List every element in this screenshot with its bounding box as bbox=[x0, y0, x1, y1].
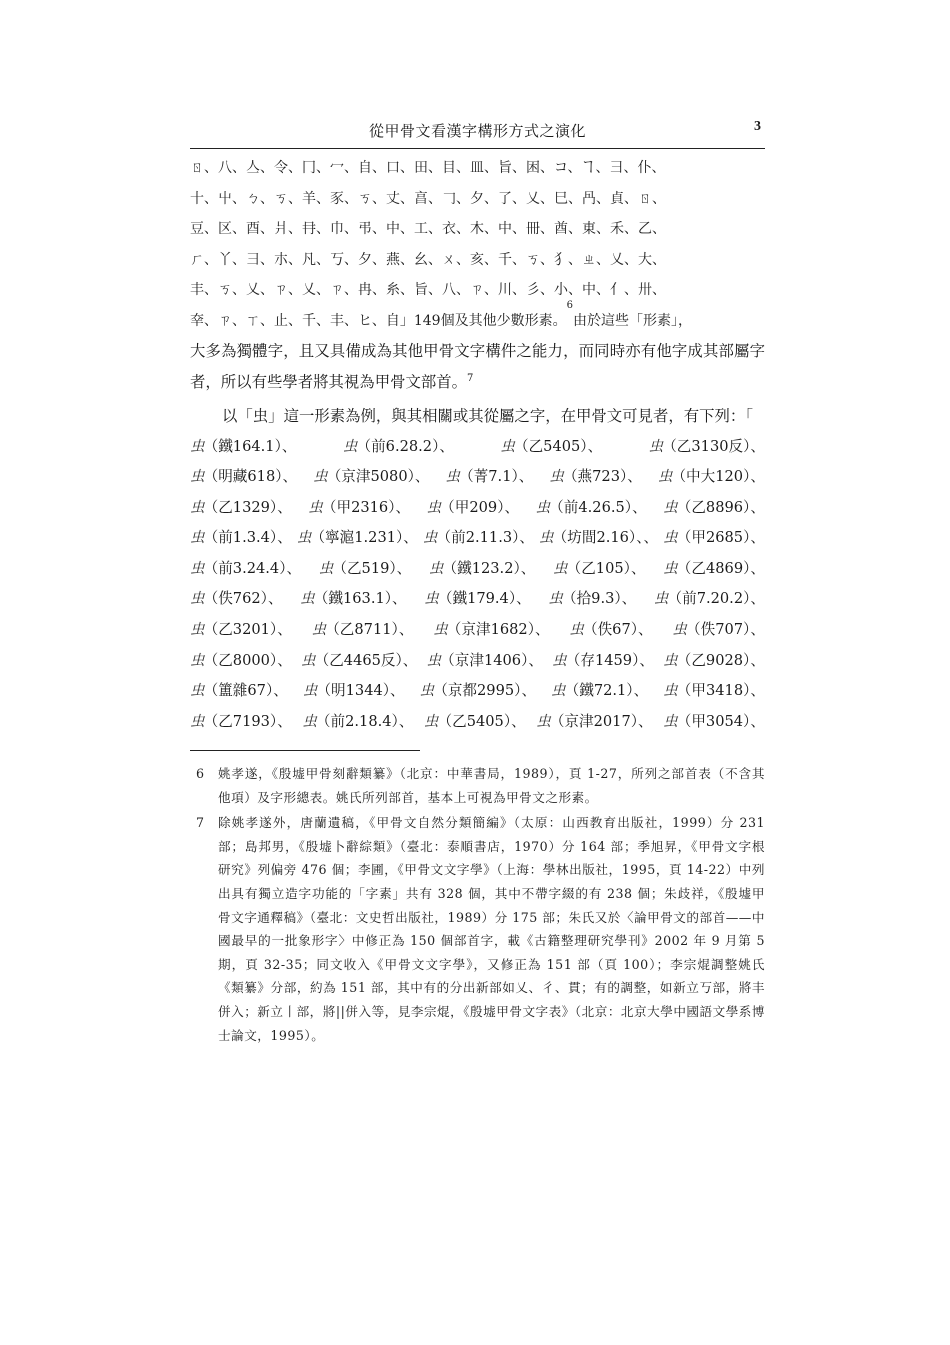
citation-source: （乙8711）、 bbox=[325, 621, 414, 639]
oracle-glyph-icon: 虫 bbox=[308, 498, 322, 516]
citation-source: （京津5080）、 bbox=[326, 468, 430, 486]
citation-source: （乙8896）、 bbox=[676, 498, 765, 516]
citation-line bbox=[190, 432, 765, 463]
footnote-7 bbox=[190, 811, 765, 1047]
citation-line bbox=[190, 462, 765, 493]
citation-item bbox=[190, 584, 283, 615]
oracle-glyph-icon: 虫 bbox=[190, 437, 204, 455]
citation-source: （京都2995）、 bbox=[433, 682, 537, 700]
citation-source: （前3.24.4）、 bbox=[203, 559, 302, 577]
citation-source: （鐵72.1）、 bbox=[564, 682, 649, 700]
citation-source: （京津2017）、 bbox=[549, 712, 653, 730]
citation-source: （乙5405）、 bbox=[437, 712, 526, 730]
citation-item bbox=[308, 493, 410, 524]
oracle-glyph-icon: 虫 bbox=[342, 437, 357, 455]
citation-item bbox=[424, 707, 526, 738]
citation-source: （甲3418）、 bbox=[676, 682, 765, 700]
citation-source: （乙4465反）、 bbox=[314, 651, 418, 669]
citation-item bbox=[536, 707, 652, 738]
citation-source: （前1.3.4）、 bbox=[203, 529, 292, 547]
footnote-number: 6 bbox=[196, 766, 205, 781]
citation-item bbox=[663, 554, 765, 585]
citation-item bbox=[552, 646, 654, 677]
running-title: 從甲骨文看漢字構形方式之演化 bbox=[368, 122, 586, 140]
citation-source: （存1459）、 bbox=[565, 651, 654, 669]
citation-item bbox=[548, 584, 636, 615]
citation-source: （菁7.1）、 bbox=[459, 468, 534, 486]
citation-source: （乙9028）、 bbox=[676, 651, 765, 669]
oracle-glyph-icon: 虫 bbox=[535, 498, 550, 516]
oracle-glyph-icon: 虫 bbox=[663, 682, 677, 700]
citation-item bbox=[297, 523, 418, 554]
footnote-ref-7: 7 bbox=[467, 372, 474, 384]
citation-line bbox=[190, 523, 765, 554]
citation-item bbox=[663, 676, 765, 707]
citation-item bbox=[569, 615, 652, 646]
citation-source: （乙5405）、 bbox=[513, 437, 603, 455]
citation-source: （簠雜67）、 bbox=[203, 682, 288, 700]
citation-source: （鐵163.1）、 bbox=[313, 590, 407, 608]
citation-source: （乙3130反）、 bbox=[662, 437, 765, 455]
citation-source: （乙105）、 bbox=[566, 559, 646, 577]
citation-item bbox=[190, 432, 296, 463]
oracle-glyph-row: ㄏ、丫、彐、朩、凡、丂、夕、燕、幺、ㄨ、亥、千、ㄎ、犭、ㄓ、乂、大、 bbox=[190, 251, 666, 268]
glyph-row-tail: 由於這些「形素」， bbox=[572, 312, 692, 329]
citation-item bbox=[190, 462, 297, 493]
oracle-glyph-icon: 虫 bbox=[548, 590, 562, 608]
citation-item bbox=[500, 432, 602, 463]
citation-source: （乙1329）、 bbox=[203, 498, 292, 516]
citation-item bbox=[649, 432, 765, 463]
citation-source: （京津1406）、 bbox=[440, 651, 543, 669]
oracle-glyph-row: 十、屮、ㄅ、ㄎ、羊、豕、ㄎ、丈、亯、𠃌、夕、了、乂、巳、冎、貞、ㄖ、 bbox=[190, 190, 666, 207]
oracle-glyph-icon: 虫 bbox=[190, 559, 204, 577]
citation-item bbox=[423, 523, 534, 554]
citation-item bbox=[553, 554, 646, 585]
citation-item bbox=[663, 707, 765, 738]
oracle-glyph-icon: 虫 bbox=[190, 682, 204, 700]
citation-item bbox=[654, 584, 765, 615]
oracle-glyph-icon: 虫 bbox=[296, 529, 311, 547]
oracle-glyph-icon: 虫 bbox=[190, 468, 204, 486]
citation-item bbox=[190, 554, 301, 585]
citation-item bbox=[313, 462, 429, 493]
citation-source: （前2.11.3）、 bbox=[436, 529, 535, 547]
oracle-glyph-icon: 虫 bbox=[426, 498, 441, 516]
citation-item bbox=[420, 676, 536, 707]
citation-source: （前7.20.2）、 bbox=[667, 590, 765, 608]
citation-item bbox=[658, 462, 765, 493]
citation-source: （乙8000）、 bbox=[203, 651, 292, 669]
oracle-glyph-icon: 虫 bbox=[190, 590, 204, 608]
oracle-glyph-row: ㄖ、八、亼、令、冂、冖、自、口、田、目、皿、旨、困、コ、ヿ、彐、仆、 bbox=[190, 160, 666, 176]
oracle-glyph-icon: 虫 bbox=[426, 651, 441, 669]
citation-source: （京津1682）、 bbox=[446, 621, 550, 639]
citation-source: （明藏618）、 bbox=[203, 468, 298, 486]
citation-source: （佚67）、 bbox=[582, 621, 653, 639]
citation-source: （坊間2.16）、、 bbox=[552, 529, 659, 547]
oracle-glyph-icon: 虫 bbox=[663, 498, 677, 516]
oracle-glyph-icon: 虫 bbox=[663, 712, 677, 730]
paragraph-1 bbox=[190, 336, 765, 397]
citation-item bbox=[429, 554, 535, 585]
citation-line bbox=[190, 615, 765, 646]
oracle-glyph-icon: 虫 bbox=[300, 651, 315, 669]
citation-source: （鐵179.4）、 bbox=[437, 590, 531, 608]
footnote-text: 除姚孝遂外，唐蘭遺稿，《甲骨文自然分類簡編》（太原：山西教育出版社，1999）分 231 部；島邦男，《殷墟卜辭綜類》（臺北：泰順書店，1970）分 164 部；季旭昇，《甲骨文字根研究》列偏旁 476 個；李圃，《甲骨文文字學》（上海：學林出版社，1995，頁 14-22）中列出具有獨立造字功能的「字素」共有 328 個，其中不帶字綴的有 238 個；朱歧祥，《殷墟甲骨文字通釋稿》（臺北：文史哲出版社，1989）分 175 部；朱氏又於〈論甲骨文的部首——中國最早的一批象形字〉中修正為 150 個部首字，載《古籍整理研究學刊》2002 年 9 月第 5 期，頁 32-35；同文收入《甲骨文文字學》，又修正為 151 部（頁 100）；李宗焜調整姚氏《類纂》分部，約為 151 部，其中有的分出新部如乂、彳、貫；有的調整，如新立丂部，將丰併入；新立丨部，將||併入等，見李宗焜，《殷墟甲骨文字表》（北京：北京大學中國語文學系博士論文，1995）。 bbox=[218, 815, 765, 1043]
oracle-glyph-icon: 虫 bbox=[190, 529, 204, 547]
oracle-glyph-icon: 虫 bbox=[190, 651, 204, 669]
citation-source: （佚762）、 bbox=[203, 590, 283, 608]
citation-source: （甲209）、 bbox=[440, 498, 520, 516]
oracle-glyph-icon: 虫 bbox=[190, 621, 204, 639]
oracle-glyph-icon: 虫 bbox=[300, 590, 314, 608]
oracle-glyph-icon: 虫 bbox=[648, 437, 663, 455]
citation-line bbox=[190, 554, 765, 585]
citation-line bbox=[190, 676, 765, 707]
citation-item bbox=[190, 493, 292, 524]
citation-item bbox=[301, 646, 417, 677]
oracle-glyph-row: 豆、区、酉、爿、冄、巾、弔、中、工、衣、木、中、冊、酋、東、禾、乙、 bbox=[190, 221, 666, 237]
oracle-glyph-icon: 虫 bbox=[313, 468, 327, 486]
citation-item bbox=[427, 493, 520, 524]
footnote-divider bbox=[190, 750, 420, 751]
citation-source: （乙519）、 bbox=[332, 559, 412, 577]
oracle-glyph-icon: 虫 bbox=[552, 651, 566, 669]
citation-source: （乙4869）、 bbox=[676, 559, 765, 577]
citation-source: （鐵164.1）、 bbox=[203, 437, 297, 455]
oracle-glyph-icon: 虫 bbox=[445, 468, 460, 486]
citation-line bbox=[190, 646, 765, 677]
oracle-glyph-icon: 虫 bbox=[428, 559, 443, 577]
oracle-glyph-icon: 虫 bbox=[653, 590, 668, 608]
citation-item bbox=[312, 615, 414, 646]
oracle-glyph-icon: 虫 bbox=[551, 682, 565, 700]
oracle-glyph-icon: 虫 bbox=[663, 651, 677, 669]
page-number: 3 bbox=[754, 119, 761, 134]
citation-item bbox=[433, 615, 549, 646]
citation-item bbox=[190, 615, 292, 646]
oracle-glyph-icon: 虫 bbox=[433, 621, 447, 639]
oracle-glyph-icon: 虫 bbox=[672, 621, 687, 639]
oracle-glyph-row: 丰、ㄎ、乂、ㄗ、乂、ㄗ、冉、糸、旨、八、ㄗ、川、彡、小、中、亻、卅、 bbox=[190, 282, 666, 298]
citation-source: （前6.28.2）、 bbox=[356, 437, 454, 455]
oracle-glyph-icon: 虫 bbox=[663, 559, 677, 577]
oracle-glyph-icon: 虫 bbox=[190, 712, 204, 730]
oracle-glyph-icon: 虫 bbox=[553, 559, 567, 577]
footnote-ref-6: 6 bbox=[566, 299, 573, 311]
citation-item bbox=[300, 584, 406, 615]
oracle-glyph-icon: 虫 bbox=[657, 468, 672, 486]
citation-line bbox=[190, 584, 765, 615]
oracle-glyph-icon: 虫 bbox=[302, 682, 317, 700]
citation-item bbox=[551, 676, 648, 707]
citation-item bbox=[663, 523, 765, 554]
glyph-row-text: 㚔、ㄗ、ㄒ、止、千、丰、ヒ、自」149個及其他少數形素。 bbox=[190, 312, 567, 329]
citation-source: （乙7193）、 bbox=[203, 712, 292, 730]
citation-item bbox=[343, 432, 454, 463]
oracle-glyph-icon: 虫 bbox=[569, 621, 583, 639]
citation-item bbox=[549, 462, 642, 493]
citation-source: （甲3054）、 bbox=[676, 712, 765, 730]
oracle-glyph-icon: 虫 bbox=[539, 529, 553, 547]
oracle-glyph-icon: 虫 bbox=[190, 498, 204, 516]
oracle-glyph-icon: 虫 bbox=[549, 468, 563, 486]
page-header bbox=[190, 114, 765, 149]
footnote-number: 7 bbox=[196, 815, 205, 831]
citation-item bbox=[663, 493, 765, 524]
oracle-glyph-row-last bbox=[190, 299, 765, 337]
oracle-glyph-icon: 虫 bbox=[423, 712, 438, 730]
citation-source: （拾9.3）、 bbox=[561, 590, 637, 608]
citation-item bbox=[663, 646, 765, 677]
citation-source: （鐵123.2）、 bbox=[442, 559, 536, 577]
oracle-glyph-icon: 虫 bbox=[536, 712, 550, 730]
oracle-glyph-icon: 虫 bbox=[500, 437, 514, 455]
citation-source: （前4.26.5）、 bbox=[549, 498, 647, 516]
footnote-6 bbox=[190, 762, 765, 809]
oracle-glyph-icon: 虫 bbox=[422, 529, 437, 547]
citation-line bbox=[190, 707, 765, 738]
oracle-glyph-icon: 虫 bbox=[318, 559, 333, 577]
citation-list bbox=[190, 432, 765, 738]
citation-item bbox=[190, 676, 288, 707]
paragraph-1-text: 大多為獨體字，且又具備成為其他甲骨文字構件之能力，而同時亦有他字成其部屬字者，所以有些學者將其視為甲骨文部首。 bbox=[190, 342, 765, 391]
citation-item bbox=[190, 707, 292, 738]
oracle-glyph-icon: 虫 bbox=[302, 712, 316, 730]
citation-item bbox=[190, 646, 292, 677]
body-text bbox=[190, 153, 765, 737]
citation-source: （甲2316）、 bbox=[321, 498, 411, 516]
citation-item bbox=[319, 554, 412, 585]
citation-item bbox=[424, 584, 530, 615]
citation-item bbox=[672, 615, 765, 646]
footnote-text: 姚孝遂，《殷墟甲骨刻辭類纂》（北京：中華書局，1989），頁 1-27，所列之部首表（不含其他項）及字形總表。姚氏所列部首，基本上可視為甲骨文之形素。 bbox=[218, 766, 765, 805]
citation-source: （甲2685）、 bbox=[676, 529, 765, 547]
citation-item bbox=[539, 523, 658, 554]
footnotes bbox=[190, 762, 765, 1049]
oracle-glyph-icon: 虫 bbox=[311, 621, 326, 639]
citation-line bbox=[190, 493, 765, 524]
citation-source: （明1344）、 bbox=[316, 682, 405, 700]
citation-item bbox=[302, 707, 413, 738]
citation-item bbox=[190, 523, 292, 554]
oracle-glyph-icon: 虫 bbox=[663, 529, 677, 547]
citation-item bbox=[303, 676, 405, 707]
citation-item bbox=[427, 646, 543, 677]
citation-item bbox=[445, 462, 533, 493]
citation-source: （燕723）、 bbox=[562, 468, 642, 486]
citation-source: （前2.18.4）、 bbox=[315, 712, 414, 730]
citation-source: （中大120）、 bbox=[671, 468, 765, 486]
oracle-glyph-icon: 虫 bbox=[419, 682, 434, 700]
oracle-glyph-icon: 虫 bbox=[424, 590, 438, 608]
paragraph-2-intro: 以「虫」這一形素為例，與其相關或其從屬之字，在甲骨文可見者，有下列：「 bbox=[222, 407, 753, 425]
citation-source: （乙3201）、 bbox=[203, 621, 292, 639]
citation-item bbox=[536, 493, 647, 524]
citation-source: （寧滬1.231）、 bbox=[310, 529, 418, 547]
citation-source: （佚707）、 bbox=[686, 621, 765, 639]
